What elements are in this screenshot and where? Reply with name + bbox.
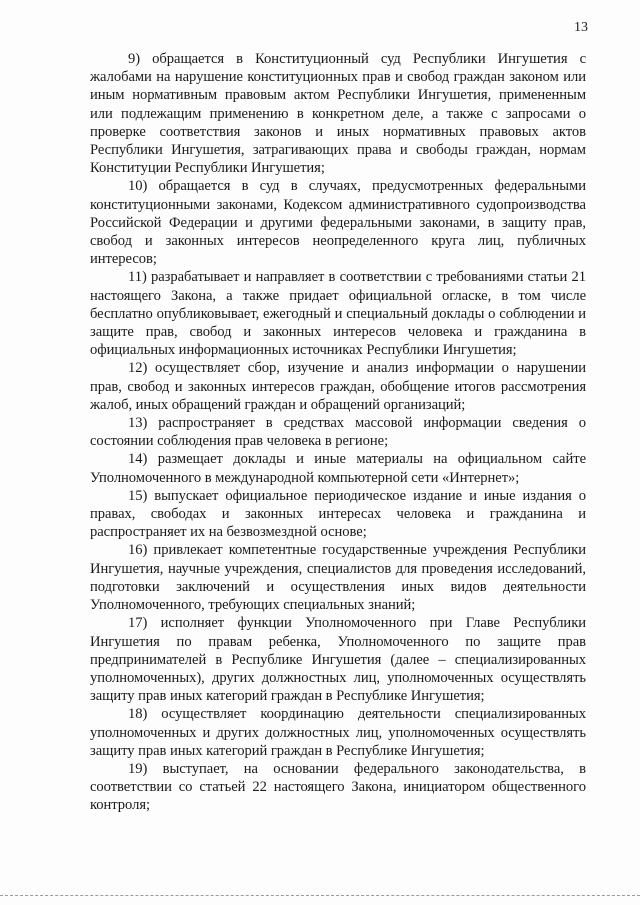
scan-edge-divider [0, 895, 640, 897]
list-item-15: 15) выпускает официальное периодическое издание и иные издания о правах, свободах и законных интересах человека и гражданина и распространяет их на безвозмездной основе; [90, 487, 586, 541]
list-item-18: 18) осуществляет координацию деятельности специализированных уполномоченных и других должностных лиц, уполномоченных осуществлять защиту прав иных категорий граждан в Республике Ингушетия; [90, 706, 586, 759]
list-item-14: 14) размещает доклады и иные материалы на официальном сайте Уполномоченного в международной компьютерной сети «Интернет»; [90, 451, 586, 486]
list-item-9: 9) обращается в Конституционный суд Республики Ингушетия с жалобами на нарушение конституционных прав и свобод граждан законом или иным нормативным правовым актом Республики Ингушетия, примененным или подлежащим применению в конкретном деле, а также с запросами о проверке соответствия законов и иных нормативных правовых актов Республики Ингушетия, затрагивающих права и свободы граждан, нормам Конституции Республики Ингушетия; [90, 51, 586, 177]
list-item-19: 19) выступает, на основании федерального законодательства, в соответствии со статьей 22 настоящего Закона, инициатором общественного контроля; [90, 760, 586, 814]
list-item-12: 12) осуществляет сбор, изучение и анализ информации о нарушении прав, свобод и законных интересов граждан, обобщение итогов рассмотрения жалоб, иных обращений граждан и обращений организаций; [90, 360, 586, 413]
list-item-13: 13) распространяет в средствах массовой информации сведения о состоянии соблюдения прав человека в регионе; [90, 415, 586, 450]
list-item-11: 11) разрабатывает и направляет в соответствии с требованиями статьи 21 настоящего Закона, а также придает официальной огласке, в том числе бесплатно опубликовывает, ежегодный и специальный доклады о соблюдении и защите прав, свобод и законных интересов человека и гражданина в официальных информационных источниках Республики Ингушетия; [90, 269, 586, 359]
document-body [90, 50, 586, 815]
list-item-17: 17) исполняет функции Уполномоченного при Главе Республики Ингушетия по правам ребенка, Уполномоченного по защите прав предпринимателей в Республике Ингушетия (далее – специализированных уполномоченных), других должностных лиц, уполномоченных осуществлять защиту прав иных категорий граждан в Республике Ингушетия; [90, 615, 586, 705]
page-number: 13 [574, 20, 588, 35]
list-item-16: 16) привлекает компетентные государственные учреждения Республики Ингушетия, научные учреждения, специалистов для проведения исследований, подготовки заключений и осуществления иных видов деятельности Уполномоченного, требующих специальных знаний; [90, 542, 586, 614]
list-item-10: 10) обращается в суд в случаях, предусмотренных федеральными конституционными законами, Кодексом административного судопроизводства Российской Федерации и другими федеральными законами, в защиту прав, свобод и законных интересов неопределенного круга лиц, публичных интересов; [90, 178, 586, 268]
